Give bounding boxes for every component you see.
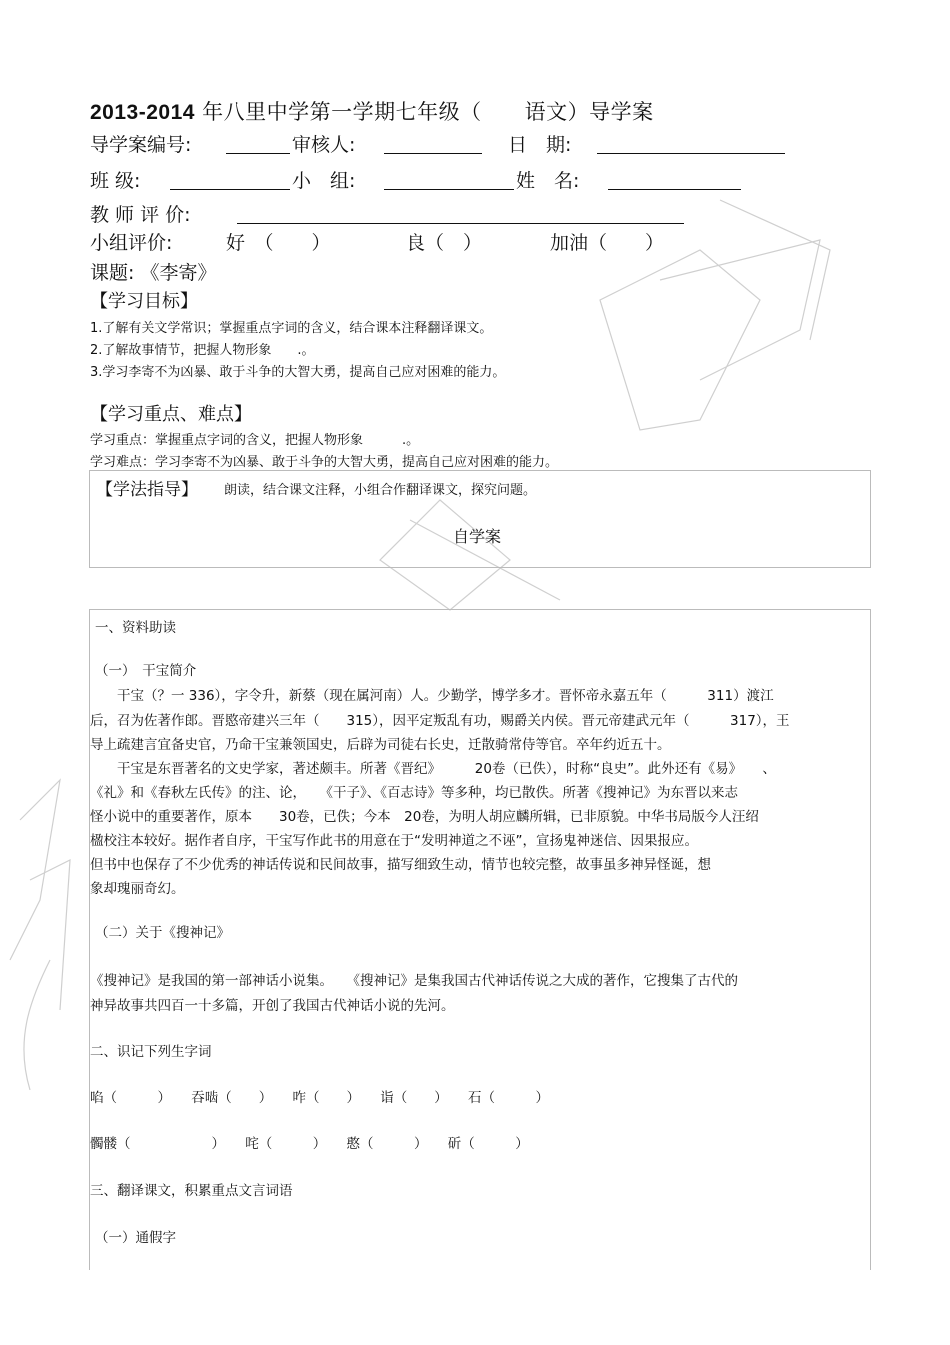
code-label: 导学案编号:	[90, 134, 192, 156]
objective-item: 3.学习李寄不为凶暴、敢于斗争的大智大勇，提高自己应对困难的能力。	[90, 365, 506, 380]
vocab-line: 髑髅（ ） 咤（ ） 憨（ ） 斫（ ）	[90, 1136, 529, 1152]
name-field[interactable]	[608, 189, 741, 190]
vocab-line: 啗（ ） 吞啮（ ） 咋（ ） 诣（ ） 石（ ）	[90, 1090, 549, 1106]
date-label: 日 期:	[508, 134, 572, 156]
reviewer-field[interactable]	[384, 153, 482, 154]
paragraph-line: 但书中也保存了不少优秀的神话传说和民间故事，描写细致生动，情节也较完整，故事虽多神异怪诞，想	[90, 857, 711, 873]
objectives-heading: 【学习目标】	[90, 291, 198, 312]
keypoints-heading: 【学习重点、难点】	[90, 404, 252, 425]
paragraph-line: 象却瑰丽奇幻。	[90, 881, 185, 897]
reviewer-label: 审核人:	[292, 134, 356, 156]
title-text: 年八里中学第一学期七年级（ 语文）导学案	[194, 100, 654, 124]
key-focus: 学习重点：掌握重点字词的含义，把握人物形象 .。	[90, 433, 420, 448]
title-years: 2013-2014	[90, 101, 195, 124]
group-eval-label: 小组评价:	[90, 232, 173, 254]
method-heading: 【学法指导】	[96, 480, 198, 500]
group-field[interactable]	[384, 189, 514, 190]
teacher-eval-label: 教 师 评 价:	[90, 204, 191, 226]
self-study-title: 自学案	[453, 527, 502, 546]
eval-try-harder[interactable]: 加油（ ）	[550, 232, 665, 254]
section3-title: 三、翻译课文，积累重点文言词语	[90, 1183, 293, 1199]
paragraph-line: 楹校注本较好。据作者自序，干宝写作此书的用意在于“发明神道之不诬”，宣扬鬼神迷信、因果报应。	[90, 833, 698, 849]
eval-fair[interactable]: 良（ ）	[406, 232, 483, 254]
paragraph-line: 《搜神记》是我国的第一部神话小说集。 《搜神记》是集我国古代神话传说之大成的著作，它搜集了古代的	[90, 973, 738, 989]
section1-title: 一、资料助读	[95, 620, 176, 636]
page-title	[90, 96, 654, 126]
paragraph-line: 《礼》和《春秋左氏传》的注、论， 《干子》、《百志诗》等多种，均已散佚。所著《搜神记》为东晋以来志	[90, 785, 738, 801]
paragraph-line: 干宝是东晋著名的文史学家，著述颇丰。所著《晋纪》 20卷（已佚），时称“良史”。此外还有《易》 、	[90, 761, 776, 777]
group-label: 小 组:	[292, 170, 356, 192]
section3-sub1: （一）通假字	[95, 1230, 176, 1246]
paragraph-line: 导上疏建言宜备史官，乃命干宝兼领国史，后辟为司徒右长史，迁散骑常侍等官。卒年约近五十。	[90, 737, 671, 753]
paragraph-line: 神异故事共四百一十多篇，开创了我国古代神话小说的先河。	[90, 998, 455, 1014]
code-field[interactable]	[226, 153, 290, 154]
date-field[interactable]	[597, 153, 785, 154]
teacher-eval-field[interactable]	[237, 223, 684, 224]
name-label: 姓 名:	[516, 170, 580, 192]
method-text: 朗读，结合课文注释，小组合作翻译课文，探究问题。	[224, 483, 537, 498]
section1-sub1: （一） 干宝简介	[95, 663, 197, 679]
lesson-title: 课题: 《李寄》	[90, 262, 217, 284]
class-field[interactable]	[170, 189, 290, 190]
key-difficulty: 学习难点：学习李寄不为凶暴、敢于斗争的大智大勇，提高自己应对困难的能力。	[90, 455, 559, 470]
objective-item: 1.了解有关文学常识；掌握重点字词的含义，结合课本注释翻译课文。	[90, 321, 493, 336]
objective-item: 2.了解故事情节，把握人物形象 .。	[90, 343, 315, 358]
paragraph-line: 后，召为佐著作郎。晋愍帝建兴三年（ 315），因平定叛乱有功，赐爵关内侯。晋元帝建武元年（ 317），王	[90, 713, 790, 729]
eval-good[interactable]: 好 （ ）	[226, 232, 331, 254]
paragraph-line: 干宝（？一 336），字令升，新蔡（现在属河南）人。少勤学，博学多才。晋怀帝永嘉五年（ 311）渡江	[90, 688, 774, 704]
section1-sub2: （二）关于《搜神记》	[95, 925, 230, 941]
section2-title: 二、识记下列生字词	[90, 1044, 212, 1060]
class-label: 班 级:	[90, 170, 141, 192]
paragraph-line: 怪小说中的重要著作，原本 30卷，已佚；今本 20卷，为明人胡应麟所辑，已非原貌。中华书局版今人汪绍	[90, 809, 759, 825]
